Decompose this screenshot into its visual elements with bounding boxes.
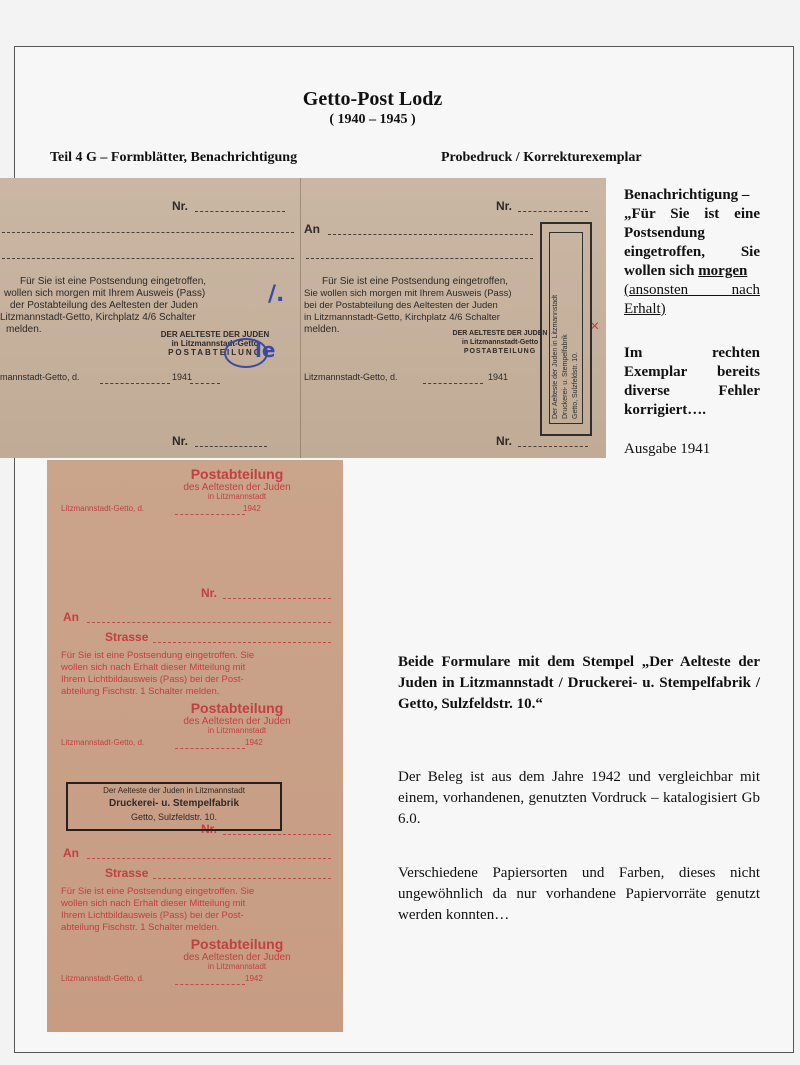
date-line-year: 1942 xyxy=(245,738,263,747)
side-note-quote-text: „Für Sie ist eine Postsendung eingetroffen, Sie wollen sich xyxy=(624,206,760,279)
form-text-line: Für Sie ist eine Postsendung eingetroffen, xyxy=(20,276,207,287)
section-heading: Teil 4 G – Formblätter, Benachrichtigung xyxy=(50,150,298,165)
form-line xyxy=(223,598,331,599)
year-note: Der Beleg ist aus dem Jahre 1942 und vergleichbar mit einem, vorhandenen, genutzten Vordruck – katalogisiert Gb 6.0. xyxy=(398,769,760,827)
form-text-line: melden. xyxy=(6,324,42,335)
form-line xyxy=(306,258,533,259)
form-text-line: abteilung Fischstr. 1 Schalter melden. xyxy=(61,686,220,697)
date-line-year: 1942 xyxy=(245,974,263,983)
form-text-line: Für Sie ist eine Postsendung eingetroffen, xyxy=(322,276,509,287)
correction-mark: × xyxy=(590,318,600,335)
signature-line: POSTABTEILUNG xyxy=(463,348,537,355)
form-header: Postabteilung xyxy=(190,700,284,716)
form-line xyxy=(2,232,294,233)
page-years: ( 1940 – 1945 ) xyxy=(329,112,416,127)
side-note-quote-end: (ansonsten nach Erhalt) xyxy=(624,282,760,317)
signature-line: DER AELTESTE DER JUDEN xyxy=(160,330,270,339)
form-text-line: wollen sich nach Erhalt dieser Mitteilung mit xyxy=(61,662,246,673)
form-line xyxy=(87,622,331,623)
form-text-line: Für Sie ist eine Postsendung eingetroffen. Sie xyxy=(61,886,255,897)
form-line xyxy=(175,514,245,515)
form-nr-label: Nr. xyxy=(172,434,189,448)
form-line xyxy=(328,234,533,235)
vertical-stamp-line: Druckerei- u. Stempelfabrik xyxy=(562,334,569,419)
form-header-sub: in Litzmannstadt xyxy=(207,492,267,501)
form-header-sub: des Aeltesten der Juden xyxy=(183,482,291,493)
side-note-correction: Im rechten Exemplar bereits diverse Fehler korrigiert…. xyxy=(624,345,760,418)
form-nr-label: Nr. xyxy=(201,822,218,836)
stamp-line: Druckerei- u. Stempelfabrik xyxy=(108,798,240,809)
date-line-label: Litzmannstadt-Getto, d. xyxy=(61,504,145,513)
form-nr-label: Nr. xyxy=(496,199,513,213)
form-line xyxy=(223,834,331,835)
form-header-sub: in Litzmannstadt xyxy=(207,962,267,971)
vertical-stamp xyxy=(540,222,592,436)
form-an-label: An xyxy=(63,846,79,860)
form-line xyxy=(100,383,170,384)
form-line xyxy=(518,446,588,447)
side-note xyxy=(624,186,760,319)
horizontal-stamp xyxy=(66,782,282,831)
form-line xyxy=(2,258,294,259)
form-strasse-label: Strasse xyxy=(105,866,149,880)
stamp-line: Getto, Sulzfeldstr. 10. xyxy=(130,812,218,822)
form-nr-label: Nr. xyxy=(172,199,189,213)
form-text-line: in Litzmannstadt-Getto, Kirchplatz 4/6 Schalter xyxy=(304,312,500,323)
form-text-line: abteilung Fischstr. 1 Schalter melden. xyxy=(61,922,220,933)
form-strasse-label: Strasse xyxy=(105,630,149,644)
form-line xyxy=(195,446,267,447)
signature-line: in Litzmannstadt-Getto xyxy=(171,339,259,348)
stamp-line: Der Aelteste der Juden in Litzmannstadt xyxy=(103,786,245,795)
form-line xyxy=(153,878,331,879)
section-subheading: Probedruck / Korrekturexemplar xyxy=(441,150,642,165)
date-line-label: Litzmannstadt-Getto, d. xyxy=(304,372,398,382)
form-an-label: An xyxy=(63,610,79,624)
notification-form-1942 xyxy=(47,460,343,1032)
form-line xyxy=(153,642,331,643)
form-an-label: An xyxy=(304,222,320,236)
form-header-sub: des Aeltesten der Juden xyxy=(183,716,291,727)
form-text-line: wollen sich nach Erhalt dieser Mitteilung mit xyxy=(61,898,246,909)
form-text-line: wollen sich morgen mit Ihrem Ausweis (Pass) xyxy=(4,288,206,299)
date-line-year: 1942 xyxy=(243,504,261,513)
side-note-underlined-word: morgen xyxy=(698,263,748,279)
form-text-line: Ihrem Lichtbildausweis (Pass) bei der Post- xyxy=(61,674,244,685)
form-text-line: Für Sie ist eine Postsendung eingetroffen. Sie xyxy=(61,650,255,661)
form-text-line: Litzmannstadt-Getto, Kirchplatz 4/6 Schalter xyxy=(0,312,196,323)
form-line xyxy=(175,984,245,985)
form-header: Postabteilung xyxy=(190,936,284,952)
form-line xyxy=(423,383,483,384)
form-header-sub: des Aeltesten der Juden xyxy=(183,952,291,963)
side-note-issue: Ausgabe 1941 xyxy=(624,441,711,457)
signature-line: DER AELTESTE DER JUDEN xyxy=(452,330,548,337)
vertical-stamp-line: Der Aelteste der Juden in Litzmannstadt xyxy=(552,294,559,419)
date-line-label: Litzmannstadt-Getto, d. xyxy=(61,974,145,983)
date-line-year: 1941 xyxy=(172,372,193,382)
form-text-line: Ihrem Lichtbildausweis (Pass) bei der Post- xyxy=(61,910,244,921)
form-text-line: bei der Postabteilung des Aeltesten der Juden xyxy=(304,300,498,311)
vertical-stamp-inner xyxy=(549,232,583,424)
form-header: Postabteilung xyxy=(190,466,284,482)
form-nr-label: Nr. xyxy=(201,586,218,600)
date-line-label: Litzmannstadt-Getto, d. xyxy=(61,738,145,747)
form-header-sub: in Litzmannstadt xyxy=(207,726,267,735)
form-line xyxy=(175,748,245,749)
form-line xyxy=(87,858,331,859)
handwritten-circle xyxy=(224,338,268,368)
perforation-fold xyxy=(300,178,301,458)
paper-note: Verschiedene Papiersorten und Farben, dieses nicht ungewöhnlich da nur vorhandene Papiervorräte genutzt werden konnten… xyxy=(398,865,760,923)
notification-form-1941 xyxy=(0,178,606,458)
signature-line: POSTABTEILUNG xyxy=(168,348,262,357)
handwritten-mark: le xyxy=(255,338,276,362)
form-text-line: der Postabteilung des Aeltesten der Juden xyxy=(10,300,198,311)
date-line-label: mannstadt-Getto, d. xyxy=(0,372,80,382)
form-text-line: Sie wollen sich morgen mit Ihrem Ausweis (Pass) xyxy=(304,288,512,299)
page-title: Getto-Post Lodz xyxy=(302,88,443,110)
form-nr-label: Nr. xyxy=(496,434,513,448)
form-line xyxy=(190,383,220,384)
stamp-note: Beide Formulare mit dem Stempel „Der Aelteste der Juden in Litzmannstadt / Druckerei- u. Stempelfabrik / Getto, Sulzfeldstr. 10.“ xyxy=(398,654,760,712)
side-note-heading: Benachrichtigung – xyxy=(624,187,750,203)
signature-line: in Litzmannstadt-Getto xyxy=(461,339,539,346)
side-note-quote xyxy=(624,205,760,281)
form-text-line: melden. xyxy=(304,324,340,335)
form-line xyxy=(518,211,588,212)
handwritten-mark: /. xyxy=(268,282,285,307)
form-line xyxy=(195,211,285,212)
vertical-stamp-line: Getto, Sulzfeldstr. 10. xyxy=(572,352,579,419)
date-line-year: 1941 xyxy=(488,372,509,382)
